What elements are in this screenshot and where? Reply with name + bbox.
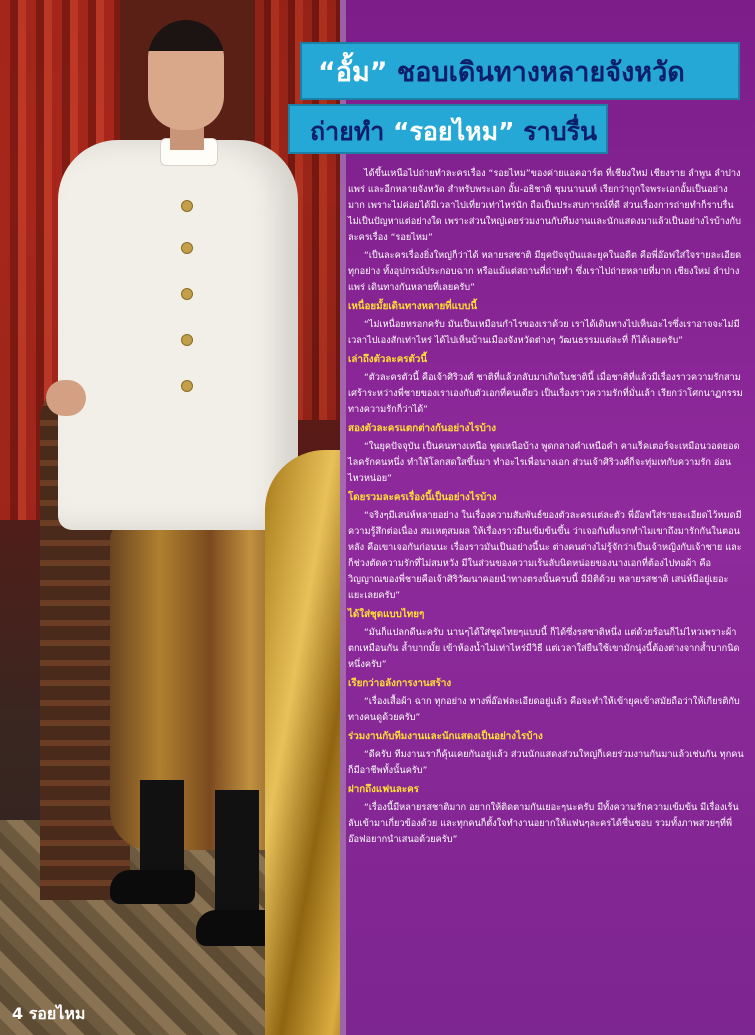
headline-line-1: [318, 50, 685, 93]
section-text: “ในยุคปัจจุบัน เป็นคนทางเหนือ พูดเหนือบ้าง พูดกลางคำเหนือคำ คาแร็คเตอร์จะเหมือนวอดยอดไลครักคนหนึ่ง ทำให้โลกสดใสขึ้นมา ทำอะไรเพื่อนางเอก ส่วนเจ้าศิริวงศ์ก็จะทุ่มเทกับความรัก อ่อนไหวหน่อย”: [348, 441, 740, 484]
article-body: [348, 166, 744, 850]
section-text: “จริงๆมีเสน่ห์หลายอย่าง ในเรื่องความสัมพันธ์ของตัวละครแต่ละตัว พี่อ๊อฟใส่รายละเอียดไว้หมดมีความรู้สึกต่อเนื่อง สมเหตุสมผล ให้เรื่องราวมีนเข้มข้นขึ้น ว่าเจอกันที่แรกทำไมเขาถึงมารักกันในตอนหลัง คือเขาเจอกันก่อนนะ เรื่องราวมันเป็นอย่างนี้นะ ต่างคนต่างไม่รู้จักว่าเป็นเจ้าหญิงกับเจ้าชาย และก็ช่วงตัดความรักที่ไม่สมหวัง มีในส่วนของความเร้นลับนิดหน่อยของนางเอกที่ต้องไปทอผ้า คือวิญญาณของพี่ชายคือเจ้าศิริวัฒนาคอยนำทางตรงนั้นครบนี้ มีมิติด้วย หลายรสชาติ เสน่ห์มีอยู่เยอะแยะเลยครับ”: [348, 510, 742, 601]
jacket-button: [181, 200, 193, 212]
headline-line-1-text: ชอบเดินทางหลายจังหวัด: [387, 57, 685, 88]
jacket-button: [181, 288, 193, 300]
section-text: “ดีครับ ทีมงานเราก็คุ้นเคยกันอยู่แล้ว ส่วนนักแสดงส่วนใหญ่ก็เคยร่วมงานกันมาแล้วเช่นกัน ทุกคนก็มีอาชีพทั้งนั้นครับ”: [348, 749, 744, 776]
section-heading: เล่าถึงตัวละครตัวนี้: [348, 354, 428, 365]
cover-photo: [0, 0, 360, 1035]
left-shoe: [110, 870, 195, 904]
section-heading: ได้ใส่ชุดแบบไทยๆ: [348, 609, 425, 620]
jacket-button: [181, 334, 193, 346]
article-intro: ได้ขึ้นเหนือไปถ่ายทำละครเรื่อง “รอยไหม”ของค่ายแอคอาร์ต ที่เชียงใหม่ เชียงราย ลำพูน ลำปาง แพร่ และอีกหลายจังหวัด สำหรับพระเอก อั้ม-อธิชาติ ชุมนานนท์ เรียกว่าถูกใจพระเอกอั้มเป็นอย่างมาก เพราะไม่ค่อยได้มีเวลาไปเที่ยวเท่าไหร่นัก ถือเป็นประสบการณ์ที่ดี ส่วนเรื่องการถ่ายทำก็ราบรื่นไม่เป็นปัญหาแต่อย่างใด เพราะส่วนใหญ่เคยร่วมงานกับทีมงานและนักแสดงมาแล้วเป็นอย่างไรบ้างกับละครเรื่อง “รอยไหม”: [348, 168, 741, 243]
right-shoe: [196, 910, 276, 946]
section-heading: สองตัวละครแตกต่างกันอย่างไรบ้าง: [348, 423, 497, 434]
page-footer: 4 รอยไหม: [12, 1004, 86, 1023]
actor-head: [148, 20, 224, 130]
headline-line-2: [310, 112, 597, 152]
section-heading: เรียกว่าอลังการงานสร้าง: [348, 678, 452, 689]
right-leg: [215, 790, 259, 930]
section-heading: ฝากถึงแฟนละคร: [348, 784, 419, 795]
headline-quote-title: “รอยไหม”: [393, 117, 515, 146]
section-text: “เป็นละครเรื่องยิ่งใหญ่ก็ว่าได้ หลายรสชาติ มียุคปัจจุบันและยุคในอดีต คือพี่อ๊อฟใส่ใจรายละเอียดทุกอย่าง ทั้งอุปกรณ์ประกอบฉาก หรือแม้แต่สถานที่ถ่ายทำ ซึ่งเราไปถ่ายหลายที่มาก เชียงใหม่ ลำปาง แพร่ เดินทางกันหลายที่เลยครับ”: [348, 250, 742, 293]
section-text: “เรื่องนี้มีหลายรสชาติมาก อยากให้ติดตามกันเยอะๆนะครับ มีทั้งความรักความเข้มข้น มีเรื่องเร้นลับเข้ามาเกี่ยวข้องด้วย และทุกคนก็ตั้งใจทำงานอยากให้แฟนๆละครได้ชื่นชอบ รวมทั้งภาพสวยๆที่พี่อ๊อฟอยากนำเสนอด้วยครับ”: [348, 802, 739, 845]
headline-quote-name: “อั้ม”: [318, 57, 388, 88]
headline-line-2-text: ราบรื่น: [514, 117, 598, 146]
headline-line-2-prefix: ถ่ายทำ: [310, 117, 394, 146]
white-thai-jacket: [58, 140, 298, 530]
section-text: “มันก็แปลกดีนะครับ นานๆได้ใส่ชุดไทยๆแบบนี้ ก็ได้ซึ่งรสชาติหนึ่ง แต่ด้วยร้อนก็ไม่ไหวเพราะผ้าตกเหมือนกัน ล้ำบากมั้ย เข้าห้องน้ำไม่เท่าไหร่มีวิธี แต่เวลาใส่ยืนใช้เขามักนุ่งนี้ต้องต่างจากส้ำบากนิดหนึ่งครับ”: [348, 627, 740, 670]
section-text: “เรื่องเสื้อผ้า ฉาก ทุกอย่าง ทางพี่อ๊อฟละเอียดอยู่แล้ว คือจะทำให้เข้ายุคเข้าสมัยถือว่าให้เกียรติกับทางคนดูด้วยครับ”: [348, 696, 740, 723]
section-heading: เหนื่อยมั้ยเดินทางหลายที่แบบนี้: [348, 301, 478, 312]
jacket-button: [181, 242, 193, 254]
section-text: “ตัวละครตัวนี้ คือเจ้าศิริวงศ์ ชาติที่แล้วกลับมาเกิดในชาตินี้ เมื่อชาติที่แล้วมีเรื่องราวความรักสามเศร้าระหว่างพี่ชายของเราเองกับตัวเอกที่คนเดียว เป็นเรื่องราวความรักที่มั่นเล้า เรียกว่าโศกนาฏกรรมทางความรักก็ว่าได้”: [348, 372, 743, 415]
section-heading: ร่วมงานกับทีมงานและนักแสดงเป็นอย่างไรบ้าง: [348, 731, 543, 742]
section-text: “ไม่เหนื่อยหรอกครับ มันเป็นเหมือนกำไรของเราด้วย เราได้เดินทางไปเห็นอะไรซึ่งเราอาจจะไม่มีเวลาไปเองสักเท่าไหร่ ได้ไปเห็นบ้านเมืองจังหวัดต่างๆ วัฒนธรรมแต่ละที่ ก็ได้เลยครับ”: [348, 319, 740, 346]
panel-divider: [340, 0, 346, 1035]
hand: [46, 380, 86, 416]
section-heading: โดยรวมละครเรื่องนี้เป็นอย่างไรบ้าง: [348, 492, 497, 503]
jacket-button: [181, 380, 193, 392]
